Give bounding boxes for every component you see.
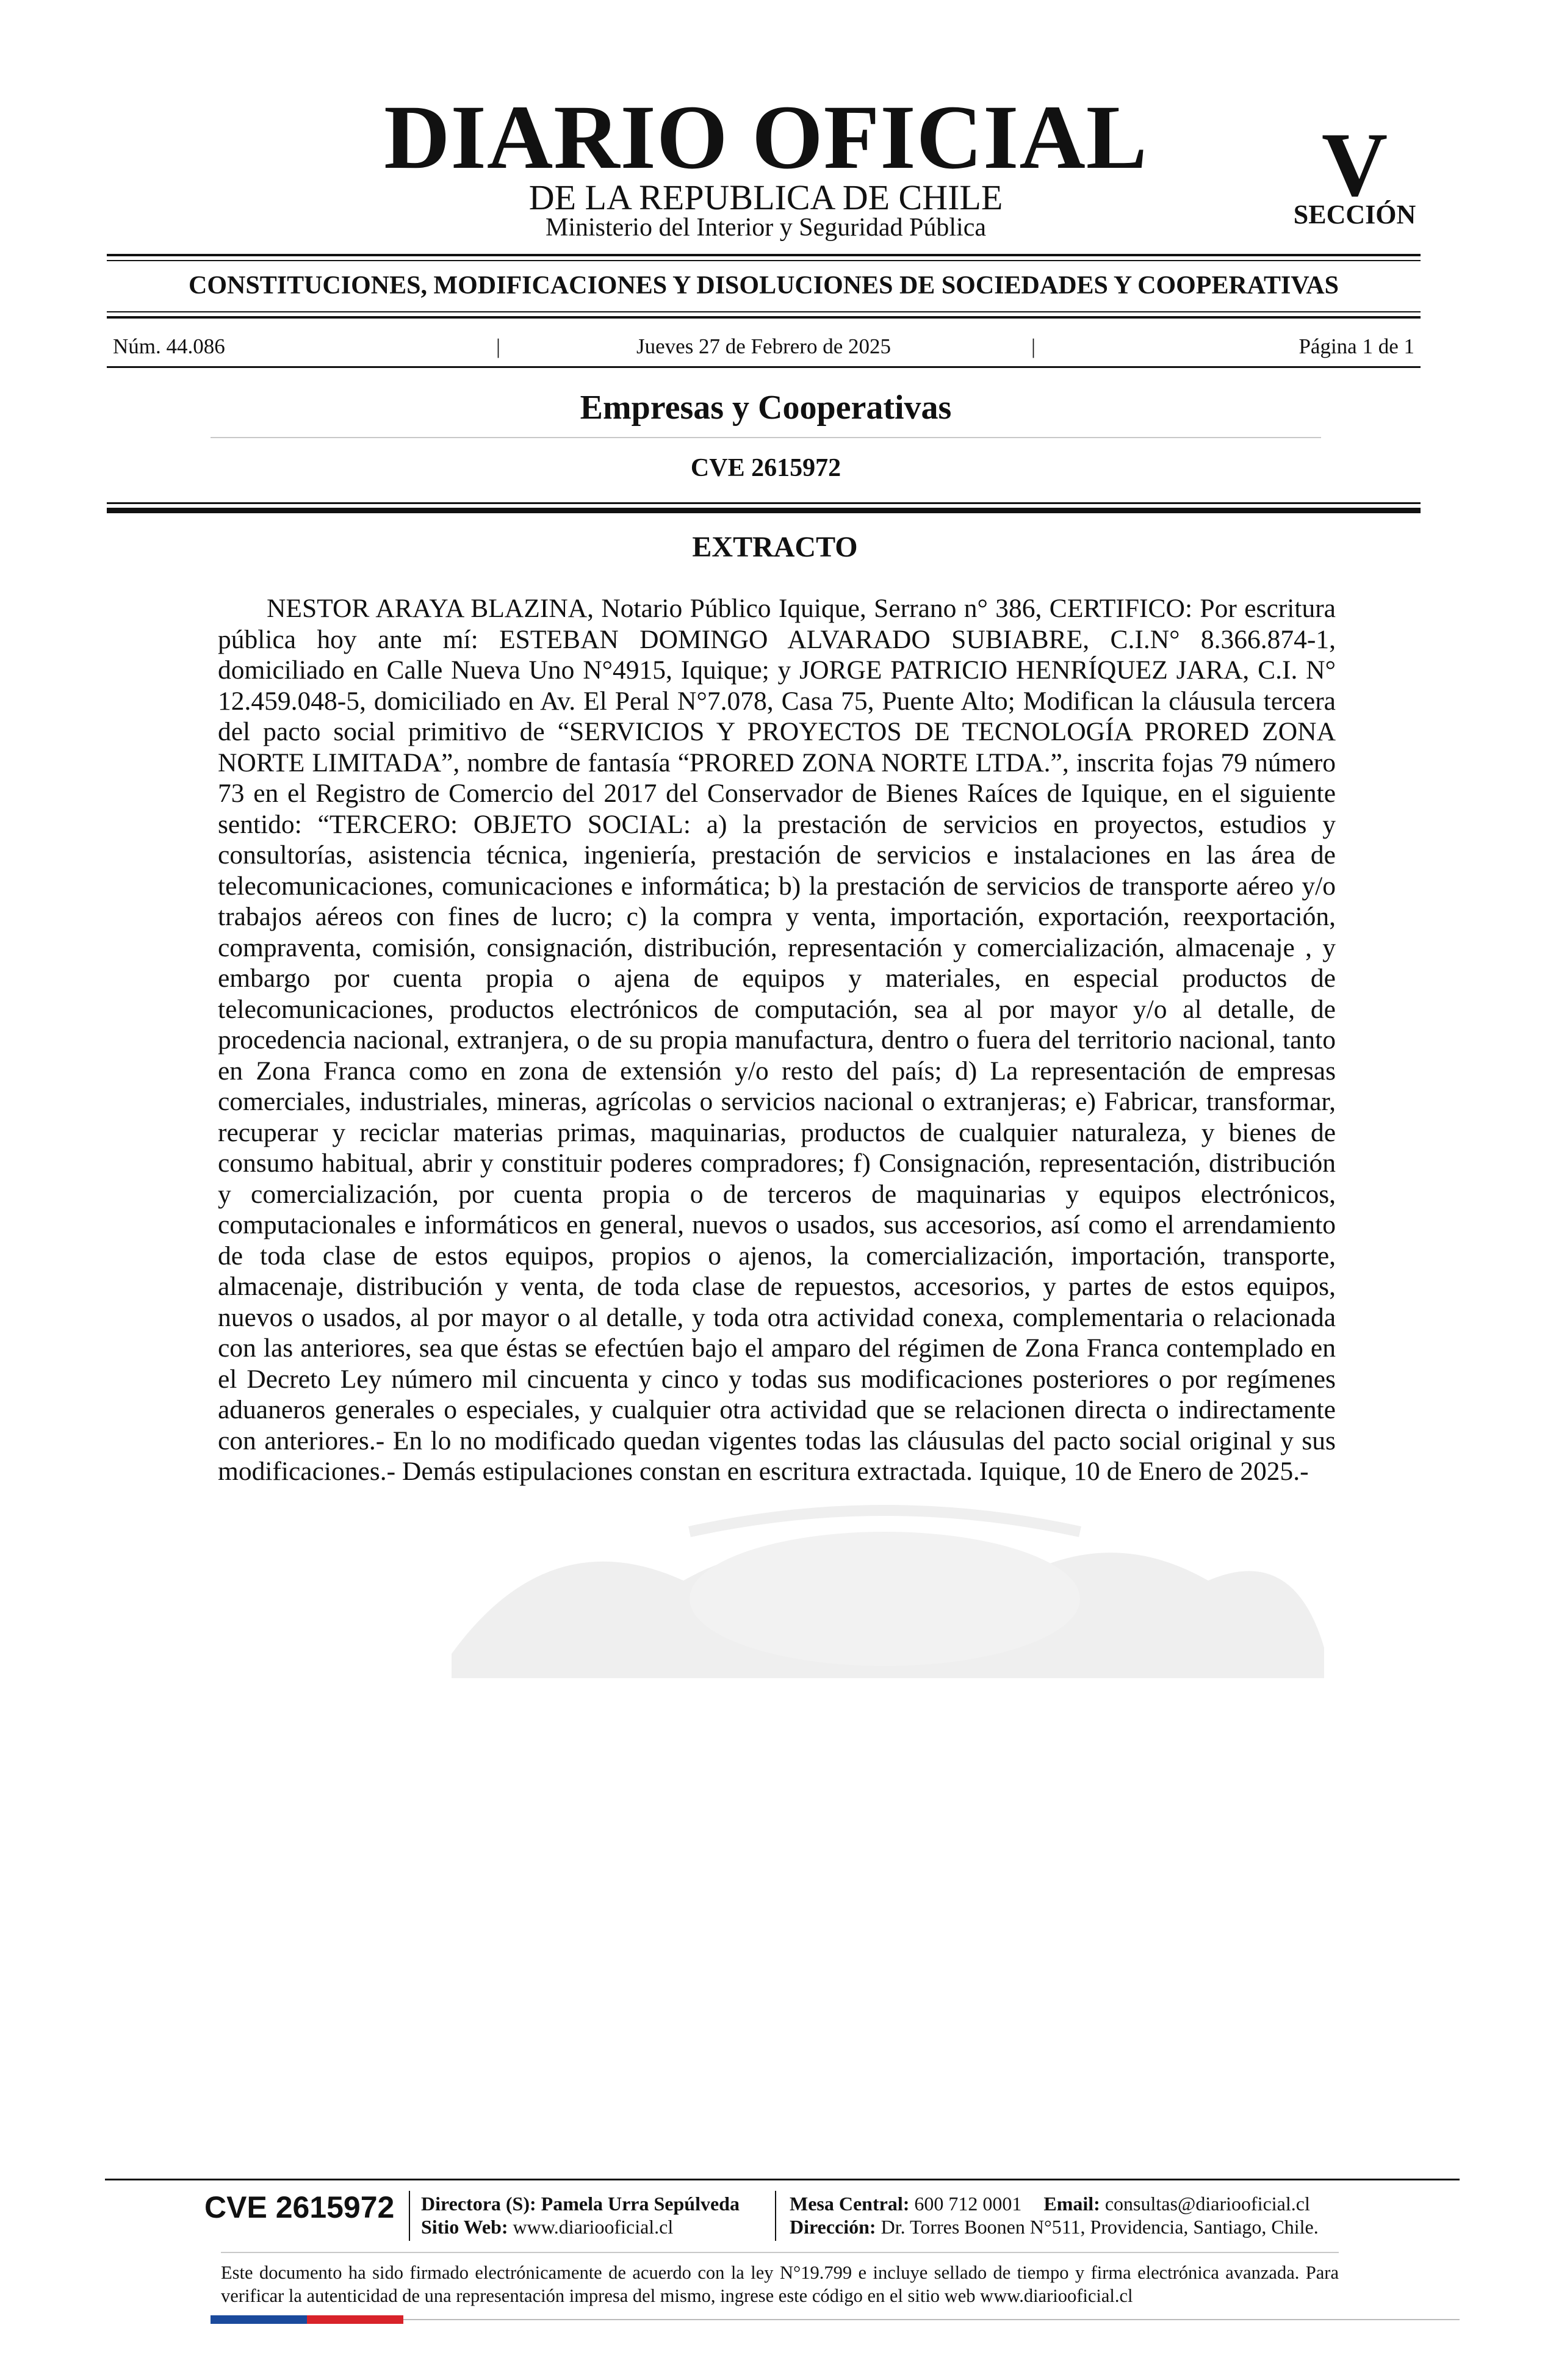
document-body-text: NESTOR ARAYA BLAZINA, Notario Público Iquique, Serrano n° 386, CERTIFICO: Por escritura pública hoy ante mí: ESTEBAN DOMINGO ALVARADO SUBIABRE, C.I.N° 8.366.874-1, domiciliado en Calle Nueva Uno N°4915, Iquique; y JORGE PATRICIO HENRÍQUEZ JARA, C.I. N° 12.459.048-5, domiciliado en Av. El Peral N°7.078, Casa 75, Puente Alto; Modifican la cláusula tercera del pacto social primitivo de “SERVICIOS Y PROYECTOS DE TECNOLOGÍA PRORED ZONA NORTE LIMITADA”, nombre de fantasía “PRORED ZONA NORTE LTDA.”, inscrita fojas 79 número 73 en el Registro de Comercio del 2017 del Conservador de Bienes Raíces de Iquique, en el siguiente sentido: “TERCERO: OBJETO SOCIAL: a) la prestación de servicios en proyectos, estudios y consultorías, asistencia técnica, ingeniería, prestación de servicios e instalaciones en las área de telecomunicaciones, comunicaciones e informática; b) la prestación de servicios de transporte aéreo y/o trabajos aéreos con fines de lucro; c) la compra y venta, importación, exportación, reexportación, compraventa, comisión, consignación, distribución, representación y comercialización, almacenaje , y embargo por cuenta propia o ajena de equipos y materiales, en especial productos de telecomunicaciones, productos electrónicos de computación, sea al por mayor y/o al detalle, de procedencia nacional, extranjera, o de su propia manufactura, dentro o fuera del territorio nacional, tanto en Zona Franca como en zona de extensión y/o resto del país; d) La representación de empresas comerciales, industriales, mineras, agrícolas o servicios nacional o extranjeras; e) Fabricar, transformar, recuperar y reciclar materias primas, maquinarias, productos de cualquier naturaleza, y bienes de consumo habitual, abrir y constituir poderes compradores; f) Consignación, representación, distribución y comercialización, por cuenta propia o de terceros de maquinarias y equipos electrónicos, computacionales e informáticos en general, nuevos o usados, sus accesorios, así como el arrendamiento de toda clase de estos equipos, propios o ajenos, la comercialización, importación, transporte, almacenaje, distribución y venta, de toda clase de repuestos, accesorios, y partes de estos equipos, nuevos o usados, al por mayor o al detalle, y toda otra actividad conexa, complementaria o relacionada con las anteriores, sea que éstas se efectúen bajo el amparo del régimen de Zona Franca contemplado en el Decreto Ley número mil cincuenta y cinco y todas sus modificaciones posteriores o por regímenes aduaneros generales o especiales, y cualquier otra actividad que se relacionen directa o indirectamente con anteriores.- En lo no modificado quedan vigentes todas las cláusulas del pacto social original y sus modificaciones.- Demás estipulaciones constan en escritura extractada. Iquique, 10 de Enero de 2025.- bbox=[218, 594, 1336, 1486]
footer-divider bbox=[775, 2191, 776, 2241]
section-letter: V bbox=[1321, 114, 1388, 215]
flag-bar-blue bbox=[211, 2315, 307, 2324]
director-name: Pamela Urra Sepúlveda bbox=[541, 2193, 740, 2215]
footer-divider bbox=[409, 2191, 410, 2241]
phone-label: Mesa Central: bbox=[790, 2193, 910, 2215]
masthead-rule-thick bbox=[107, 254, 1421, 256]
category-banner: CONSTITUCIONES, MODIFICACIONES Y DISOLUCIONES DE SOCIEDADES Y COOPERATIVAS bbox=[189, 272, 1339, 300]
masthead-subtitle: DE LA REPUBLICA DE CHILE bbox=[528, 178, 1003, 217]
masthead-title: DIARIO OFICIAL bbox=[384, 87, 1148, 188]
website-label: Sitio Web: bbox=[421, 2216, 508, 2238]
masthead-rule-thin bbox=[107, 260, 1421, 261]
coat-of-arms-watermark bbox=[427, 1495, 1342, 1678]
address-label: Dirección: bbox=[790, 2216, 876, 2238]
director-label: Directora (S): bbox=[421, 2193, 536, 2215]
document-heading: EXTRACTO bbox=[692, 531, 858, 563]
footer-director-block bbox=[421, 2192, 740, 2238]
email-label: Email: bbox=[1043, 2193, 1100, 2215]
section-word: SECCIÓN bbox=[1293, 200, 1416, 229]
issue-number: Núm. 44.086 bbox=[113, 334, 225, 358]
footer-rule bbox=[105, 2179, 1460, 2180]
flag-bar-red bbox=[307, 2315, 403, 2324]
cve-header: CVE 2615972 bbox=[690, 454, 841, 482]
info-rule bbox=[107, 366, 1421, 368]
header-rule-thick bbox=[107, 508, 1421, 513]
website-link[interactable]: www.diariooficial.cl bbox=[513, 2216, 674, 2238]
phone-number: 600 712 0001 bbox=[914, 2193, 1022, 2215]
email-link[interactable]: consultas@diariooficial.cl bbox=[1104, 2193, 1310, 2215]
masthead-ministry: Ministerio del Interior y Seguridad Pública bbox=[545, 214, 987, 242]
issue-separator: | bbox=[1031, 334, 1036, 358]
banner-rule-thick bbox=[107, 316, 1421, 319]
section-title: Empresas y Cooperativas bbox=[580, 389, 952, 427]
address-text: Dr. Torres Boonen N°511, Providencia, Santiago, Chile. bbox=[881, 2216, 1319, 2238]
header-rule-thin bbox=[107, 502, 1421, 504]
footer-thin-rule bbox=[221, 2252, 1339, 2253]
issue-separator: | bbox=[496, 334, 501, 358]
document-body bbox=[218, 593, 1336, 1487]
issue-page: Página 1 de 1 bbox=[1298, 334, 1414, 358]
section-title-rule bbox=[211, 437, 1321, 438]
issue-date: Jueves 27 de Febrero de 2025 bbox=[636, 334, 891, 358]
footer-contact-block bbox=[790, 2192, 1319, 2238]
banner-rule-thin bbox=[107, 311, 1421, 312]
footer-cve: CVE 2615972 bbox=[204, 2190, 395, 2224]
flag-bar-line bbox=[403, 2319, 1460, 2320]
footer-legal-note: Este documento ha sido firmado electrónicamente de acuerdo con la ley N°19.799 e incluye sellado de tiempo y firma electrónica avanzada. Para verificar la autenticidad de una representación impresa del mismo, ingrese este código en el sitio web www.diariooficial.cl bbox=[221, 2262, 1339, 2306]
